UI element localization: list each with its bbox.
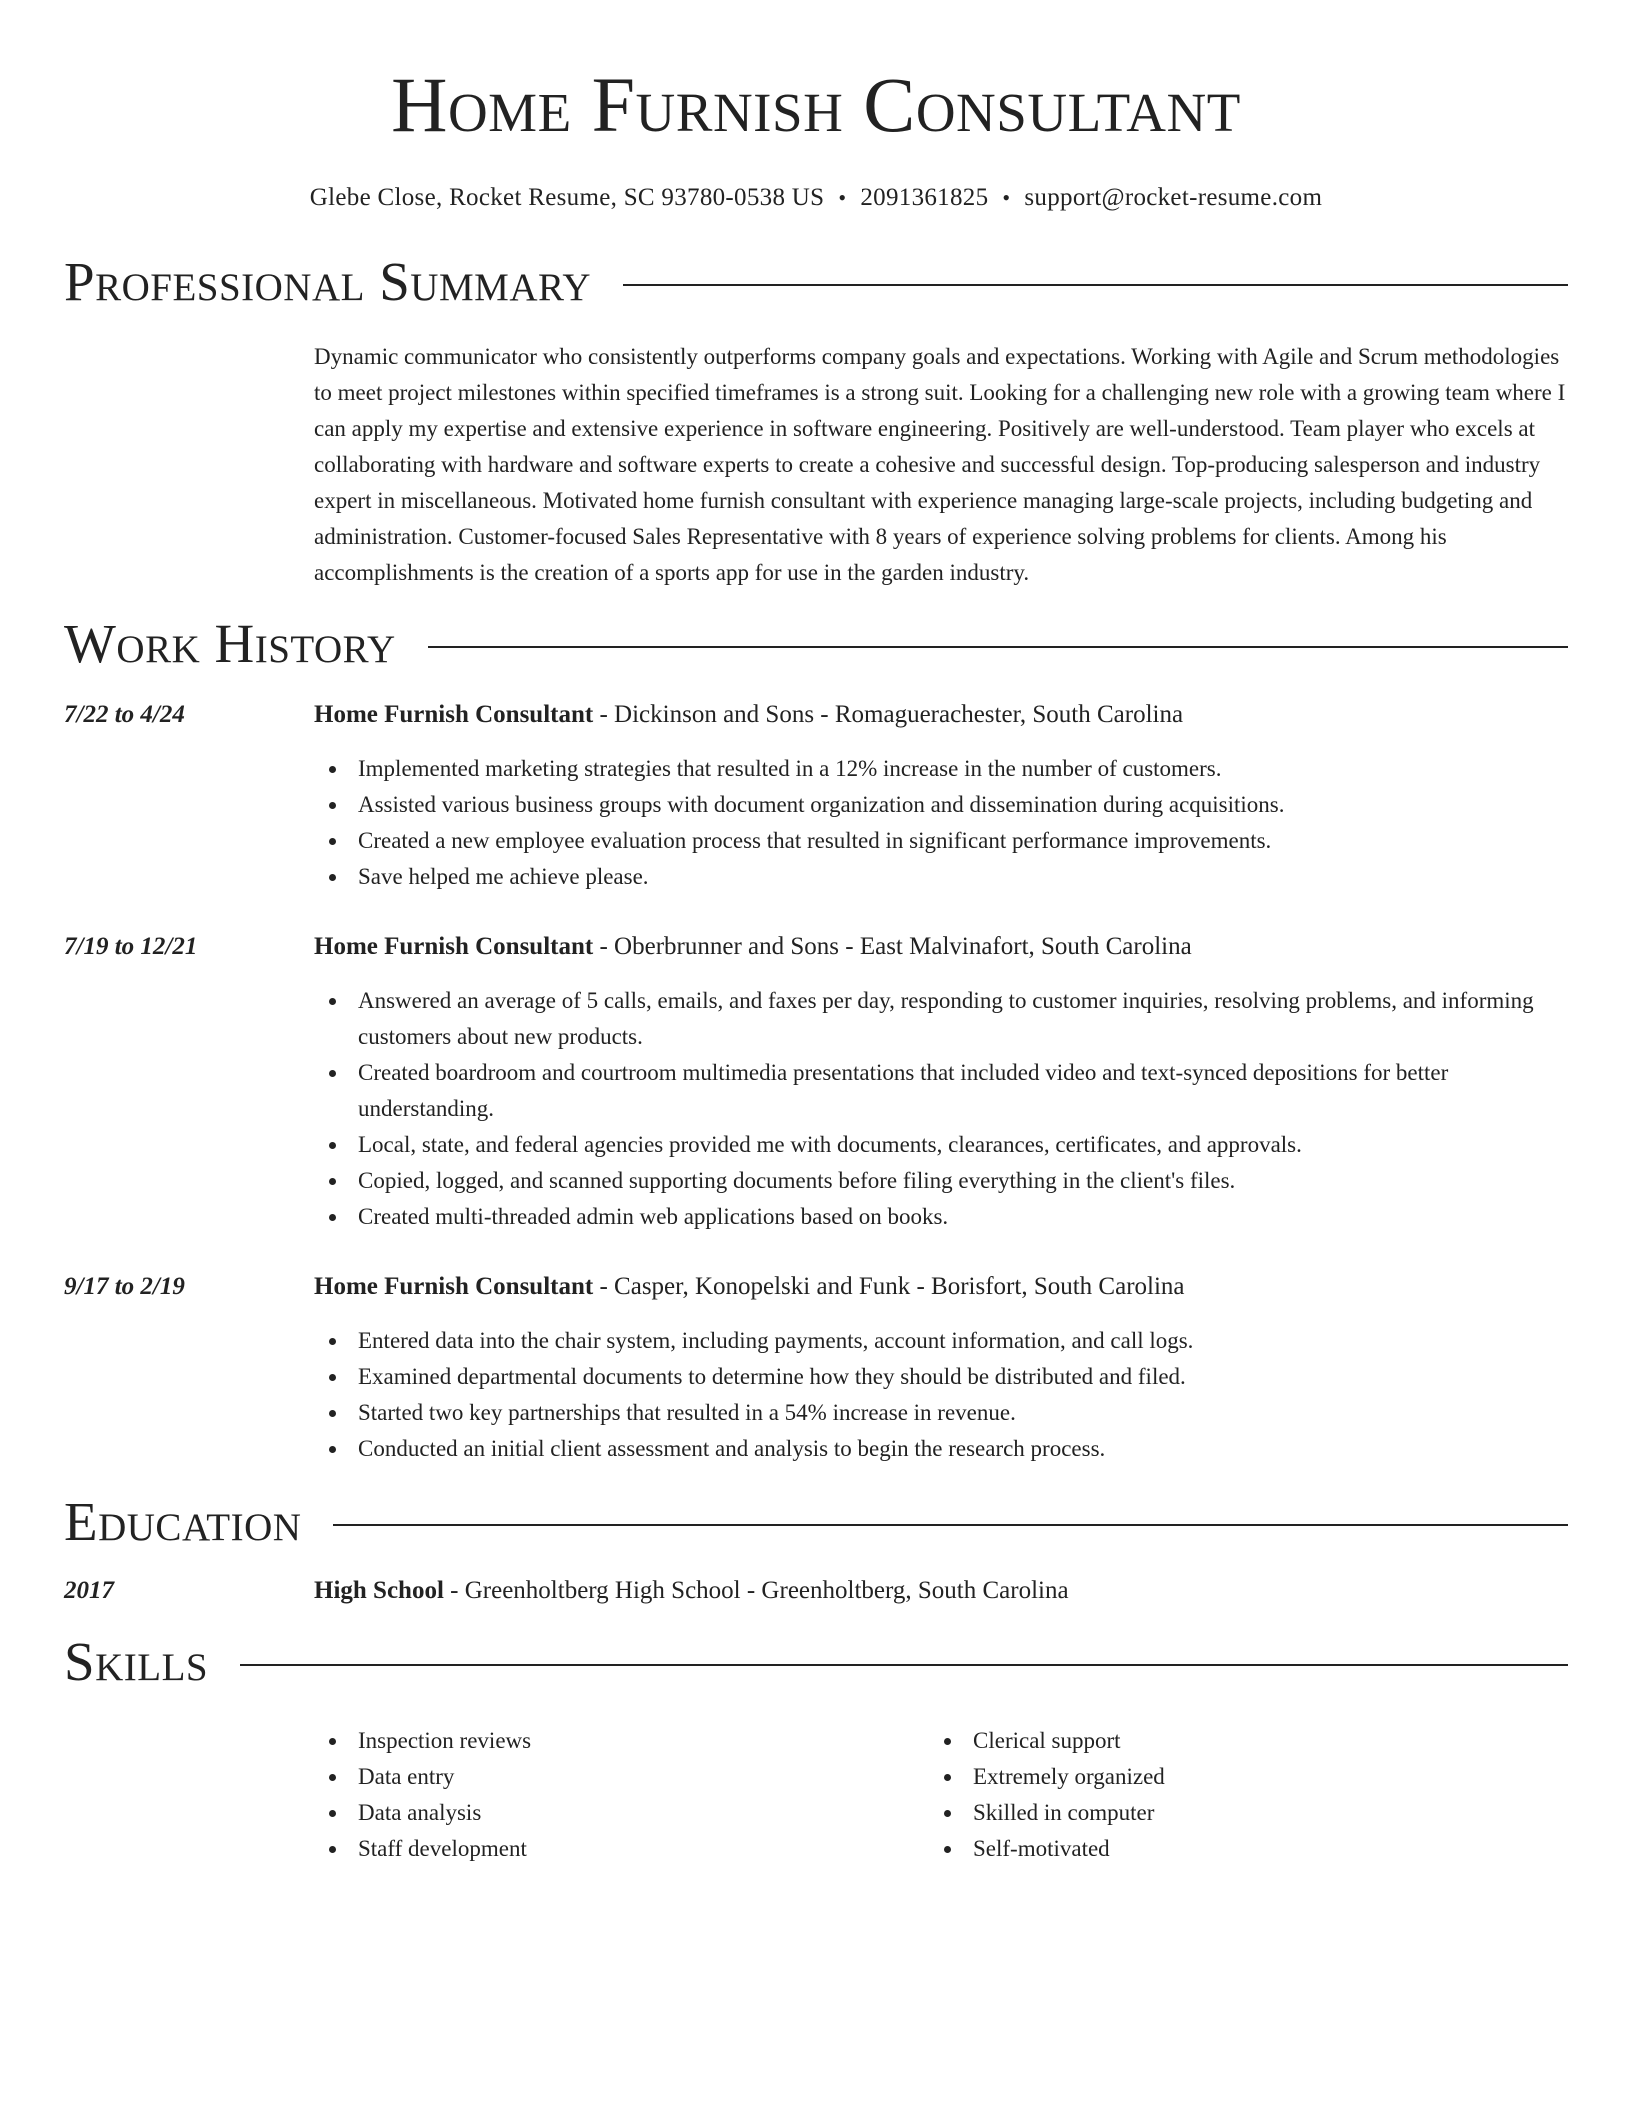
education-details: - Greenholtberg High School - Greenholtberg, South Carolina [443,1577,1069,1604]
resume-page [64,0,1568,1867]
skills-column-left [314,1723,929,1867]
job-bullets [314,751,1568,895]
work-heading: Work History [64,613,396,674]
skills-heading: Skills [64,1631,209,1692]
job-bullet: Answered an average of 5 calls, emails, and faxes per day, responding to customer inquiries, resolving problems, and informing customers about new products. [314,983,1568,1055]
job-title: Home Furnish Consultant [314,1273,594,1300]
skill-item: Inspection reviews [314,1723,929,1759]
job-bullet: Examined departmental documents to determine how they should be distributed and filed. [314,1359,1568,1395]
job-bullet: Save helped me achieve please. [314,859,1568,895]
education-heading-line [314,1573,1069,1609]
education-year: 2017 [64,1577,114,1604]
candidate-name: Home Furnish Consultant [391,61,1241,148]
job-dates: 9/17 to 2/19 [64,1273,185,1300]
contact-line [64,182,1568,214]
education-section-header [64,1487,1568,1557]
job-heading [314,697,1183,733]
skills-section-header [64,1627,1568,1697]
job-bullet: Implemented marketing strategies that resulted in a 12% increase in the number of customers. [314,751,1568,787]
job-details: - Dickinson and Sons - Romaguerachester, South Carolina [593,701,1184,728]
skill-item: Data entry [314,1759,929,1795]
summary-heading: Professional Summary [64,251,592,312]
job-heading [314,1269,1185,1305]
contact-phone: 2091361825 [860,184,989,211]
job-header [64,929,1568,965]
summary-text: Dynamic communicator who consistently outperforms company goals and expectations. Working with Agile and Scrum methodologies to meet project milestones within specified timeframes is a strong suit. Looking for a challenging new role with a growing team where I can apply my expertise and extensive experience in software engineering. Positively are well-understood. Team player who excels at collaborating with hardware and software experts to create a cohesive and successful design. Top-producing salesperson and industry expert in miscellaneous. Motivated home furnish consultant with experience managing large-scale projects, including budgeting and administration. Customer-focused Sales Representative with 8 years of experience solving problems for clients. Among his accomplishments is the creation of a sports app for use in the garden industry. [314,344,1566,585]
job-entry [64,697,1568,895]
job-bullet: Entered data into the chair system, including payments, account information, and call logs. [314,1323,1568,1359]
education-entry [64,1573,1568,1609]
skill-item: Data analysis [314,1795,929,1831]
section-divider [240,1664,1568,1666]
job-header [64,1269,1568,1305]
skill-item: Self-motivated [929,1831,1544,1867]
section-divider [428,646,1568,648]
contact-separator: • [1002,185,1011,210]
job-title: Home Furnish Consultant [314,933,594,960]
job-heading [314,929,1192,965]
job-header [64,697,1568,733]
job-bullet: Created a new employee evaluation process that resulted in significant performance improvements. [314,823,1568,859]
contact-email: support@rocket-resume.com [1024,184,1323,211]
job-details: - Casper, Konopelski and Funk - Borisfort, South Carolina [593,1273,1185,1300]
skills-list [314,1723,1568,1867]
job-entry [64,1269,1568,1467]
job-dates: 7/19 to 12/21 [64,933,198,960]
section-divider [333,1524,1568,1526]
job-bullet: Created boardroom and courtroom multimedia presentations that included video and text-synced depositions for better understanding. [314,1055,1568,1127]
job-title: Home Furnish Consultant [314,701,594,728]
skill-item: Clerical support [929,1723,1544,1759]
education-degree: High School [314,1577,444,1604]
job-bullets [314,983,1568,1235]
contact-address: Glebe Close, Rocket Resume, SC 93780-0538 US [309,184,825,211]
work-section-header [64,609,1568,679]
education-heading: Education [64,1491,302,1552]
job-entry [64,929,1568,1235]
job-bullet: Created multi-threaded admin web applications based on books. [314,1199,1568,1235]
job-details: - Oberbrunner and Sons - East Malvinafort, South Carolina [593,933,1192,960]
skill-item: Extremely organized [929,1759,1544,1795]
job-bullet: Started two key partnerships that resulted in a 54% increase in revenue. [314,1395,1568,1431]
job-bullet: Conducted an initial client assessment and analysis to begin the research process. [314,1431,1568,1467]
skill-item: Staff development [314,1831,929,1867]
skill-item: Skilled in computer [929,1795,1544,1831]
section-divider [623,284,1568,286]
job-bullet: Copied, logged, and scanned supporting documents before filing everything in the client's files. [314,1163,1568,1199]
job-dates: 7/22 to 4/24 [64,701,185,728]
summary-section-header [64,247,1568,317]
job-bullet: Local, state, and federal agencies provided me with documents, clearances, certificates, and approvals. [314,1127,1568,1163]
contact-separator: • [838,185,847,210]
skills-column-right [929,1723,1544,1867]
job-bullets [314,1323,1568,1467]
job-bullet: Assisted various business groups with document organization and dissemination during acquisitions. [314,787,1568,823]
